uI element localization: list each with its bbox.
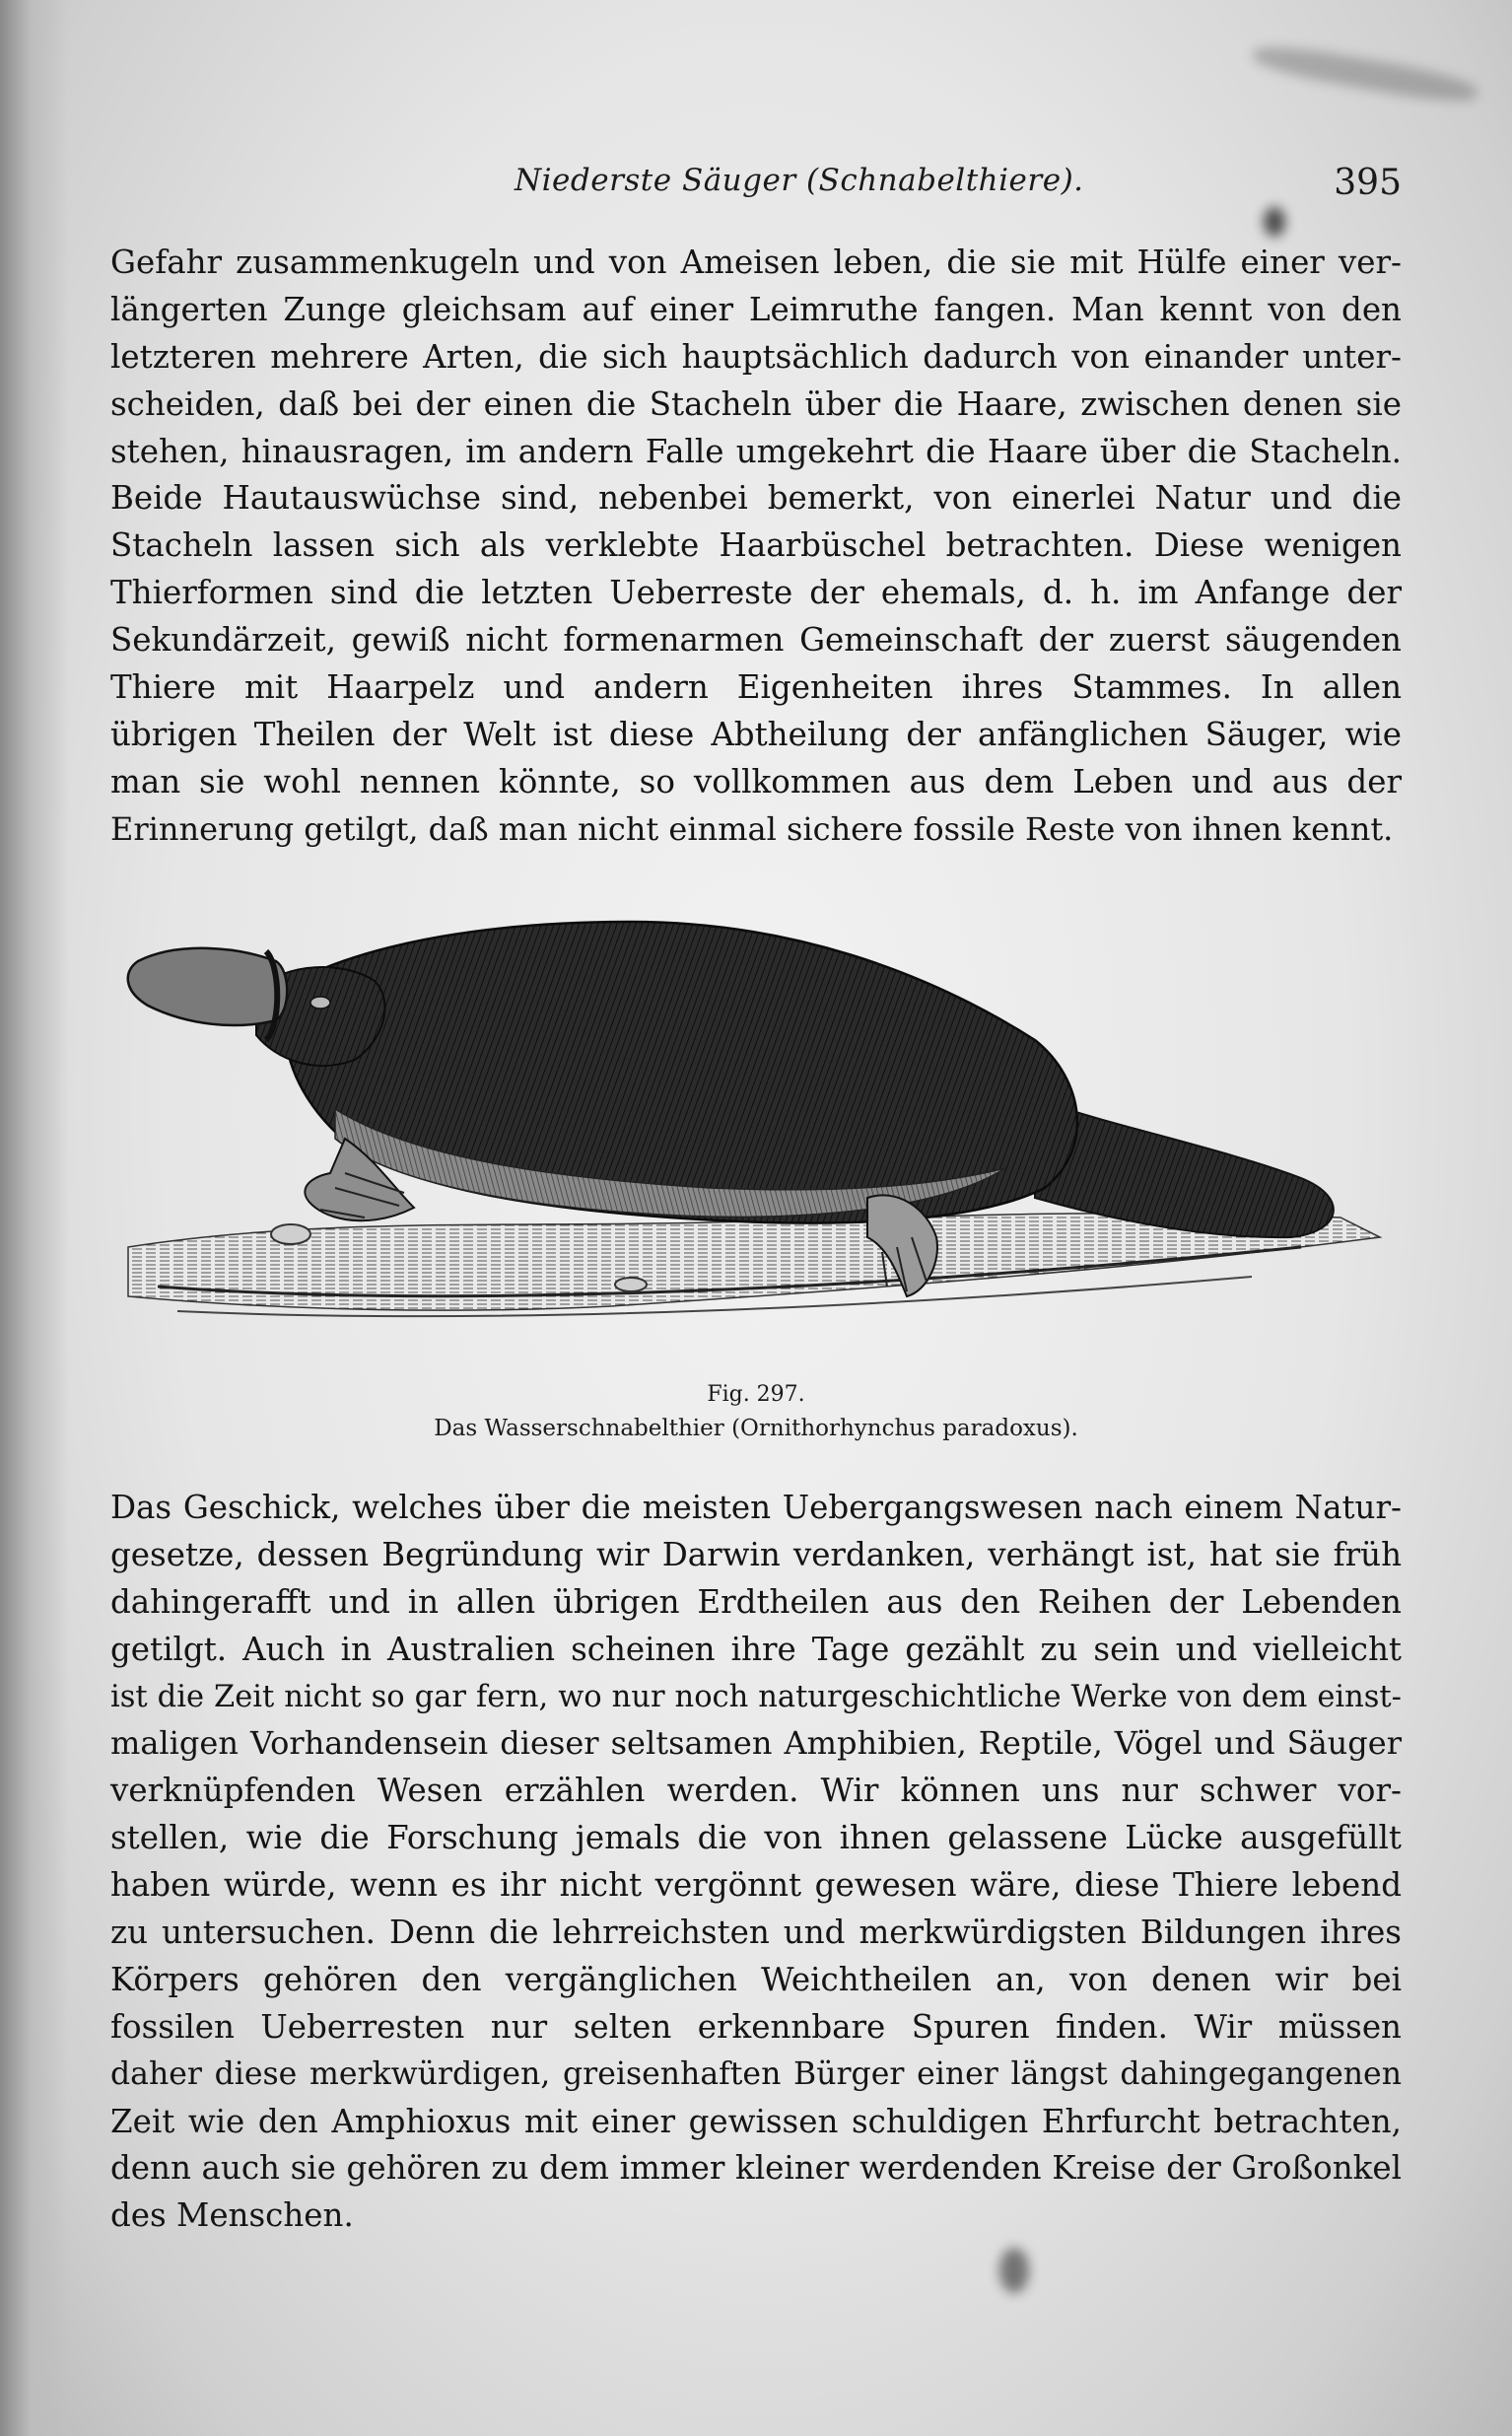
text-line: verknüpfenden Wesen erzählen werden. Wir können uns nur schwer vor- (110, 1772, 1402, 1810)
text-line: zu untersuchen. Denn die lehrreichsten und merkwürdigsten Bildungen ihres (110, 1914, 1402, 1952)
text-line: Beide Hautauswüchse sind, nebenbei bemerkt, von einerlei Natur und die (110, 479, 1402, 518)
text-line: Sekundärzeit, gewiß nicht formenarmen Gemeinschaft der zuerst säugenden (110, 621, 1402, 660)
text-line: letzteren mehrere Arten, die sich hauptsächlich dadurch von einander unter- (110, 337, 1402, 376)
paragraph-bottom (110, 1485, 1402, 2240)
text-line: getilgt. Auch in Australien scheinen ihre Tage gezählt zu sein und vielleicht (110, 1630, 1402, 1668)
text-line: maligen Vorhandensein dieser seltsamen Amphibien, Reptile, Vögel und Säuger (110, 1724, 1402, 1763)
text-line: fossilen Ueberresten nur selten erkennbare Spuren finden. Wir müssen (110, 2007, 1402, 2046)
text-line: Gefahr zusammenkugeln und von Ameisen leben, die sie mit Hülfe einer ver- (110, 244, 1402, 281)
stain-spot (1251, 39, 1479, 107)
text-line: scheiden, daß bei der einen die Stacheln über die Haare, zwischen denen sie (110, 384, 1402, 423)
text-line: des Menschen. (110, 2196, 354, 2235)
figure-caption: Das Wasserschnabelthier (Ornithorhynchus paradoxus). (434, 1416, 1078, 1441)
binding-shadow (0, 0, 69, 2436)
platypus-illustration (118, 892, 1400, 1365)
text-line: Thierformen sind die letzten Ueberreste der ehemals, d. h. im Anfange der (110, 574, 1402, 612)
text-line: Das Geschick, welches über die meisten Uebergangswesen nach einem Natur- (110, 1489, 1402, 1526)
text-line: daher diese merkwürdigen, greisenhaften Bürger einer längst dahingegangenen (110, 2055, 1402, 2092)
text-line: Stacheln lassen sich als verklebte Haarbüschel betrachten. Diese wenigen (110, 526, 1402, 565)
text-line: gesetze, dessen Begründung wir Darwin verdanken, verhängt ist, hat sie früh (110, 1535, 1402, 1573)
text-line: haben würde, wenn es ihr nicht vergönnt gewesen wäre, diese Thiere lebend (110, 1866, 1402, 1905)
text-line: ist die Zeit nicht so gar fern, wo nur noch naturgeschichtliche Werke von dem einst- (110, 1679, 1402, 1714)
text-line: dahingerafft und in allen übrigen Erdtheilen aus den Reihen der Lebenden (110, 1582, 1402, 1621)
stain-spot (999, 2248, 1029, 2293)
text-line: man sie wohl nennen könnte, so vollkommen aus dem Leben und aus der (110, 762, 1402, 800)
page-header (110, 163, 1402, 212)
page-number: 395 (1334, 163, 1402, 203)
text-line: Körpers gehören den vergänglichen Weichtheilen an, von denen wir bei (110, 1960, 1402, 1998)
text-line: stellen, wie die Forschung jemals die von ihnen gelassene Lücke ausgefüllt (110, 1819, 1402, 1857)
text-line: stehen, hinausragen, im andern Falle umgekehrt die Haare über die Stacheln. (110, 432, 1402, 470)
text-line: längerten Zunge gleichsam auf einer Leimruthe fangen. Man kennt von den (110, 290, 1402, 328)
text-line: übrigen Theilen der Welt ist diese Abtheilung der anfänglichen Säuger, wie (110, 715, 1402, 753)
text-line: Erinnerung getilgt, daß man nicht einmal sichere fossile Reste von ihnen kennt. (110, 809, 1394, 848)
text-line: Thiere mit Haarpelz und andern Eigenheiten ihres Stammes. In allen (110, 668, 1402, 707)
text-line: denn auch sie gehören zu dem immer kleiner werdenden Kreise der Großonkel (110, 2149, 1402, 2188)
figure-number: Fig. 297. (707, 1382, 805, 1407)
text-line: Zeit wie den Amphioxus mit einer gewissen schuldigen Ehrfurcht betrachten, (110, 2102, 1402, 2140)
paragraph-top (110, 240, 1402, 854)
platypus-bill (128, 948, 287, 1025)
running-title: Niederste Säuger (Schnabelthiere). (515, 163, 1084, 198)
